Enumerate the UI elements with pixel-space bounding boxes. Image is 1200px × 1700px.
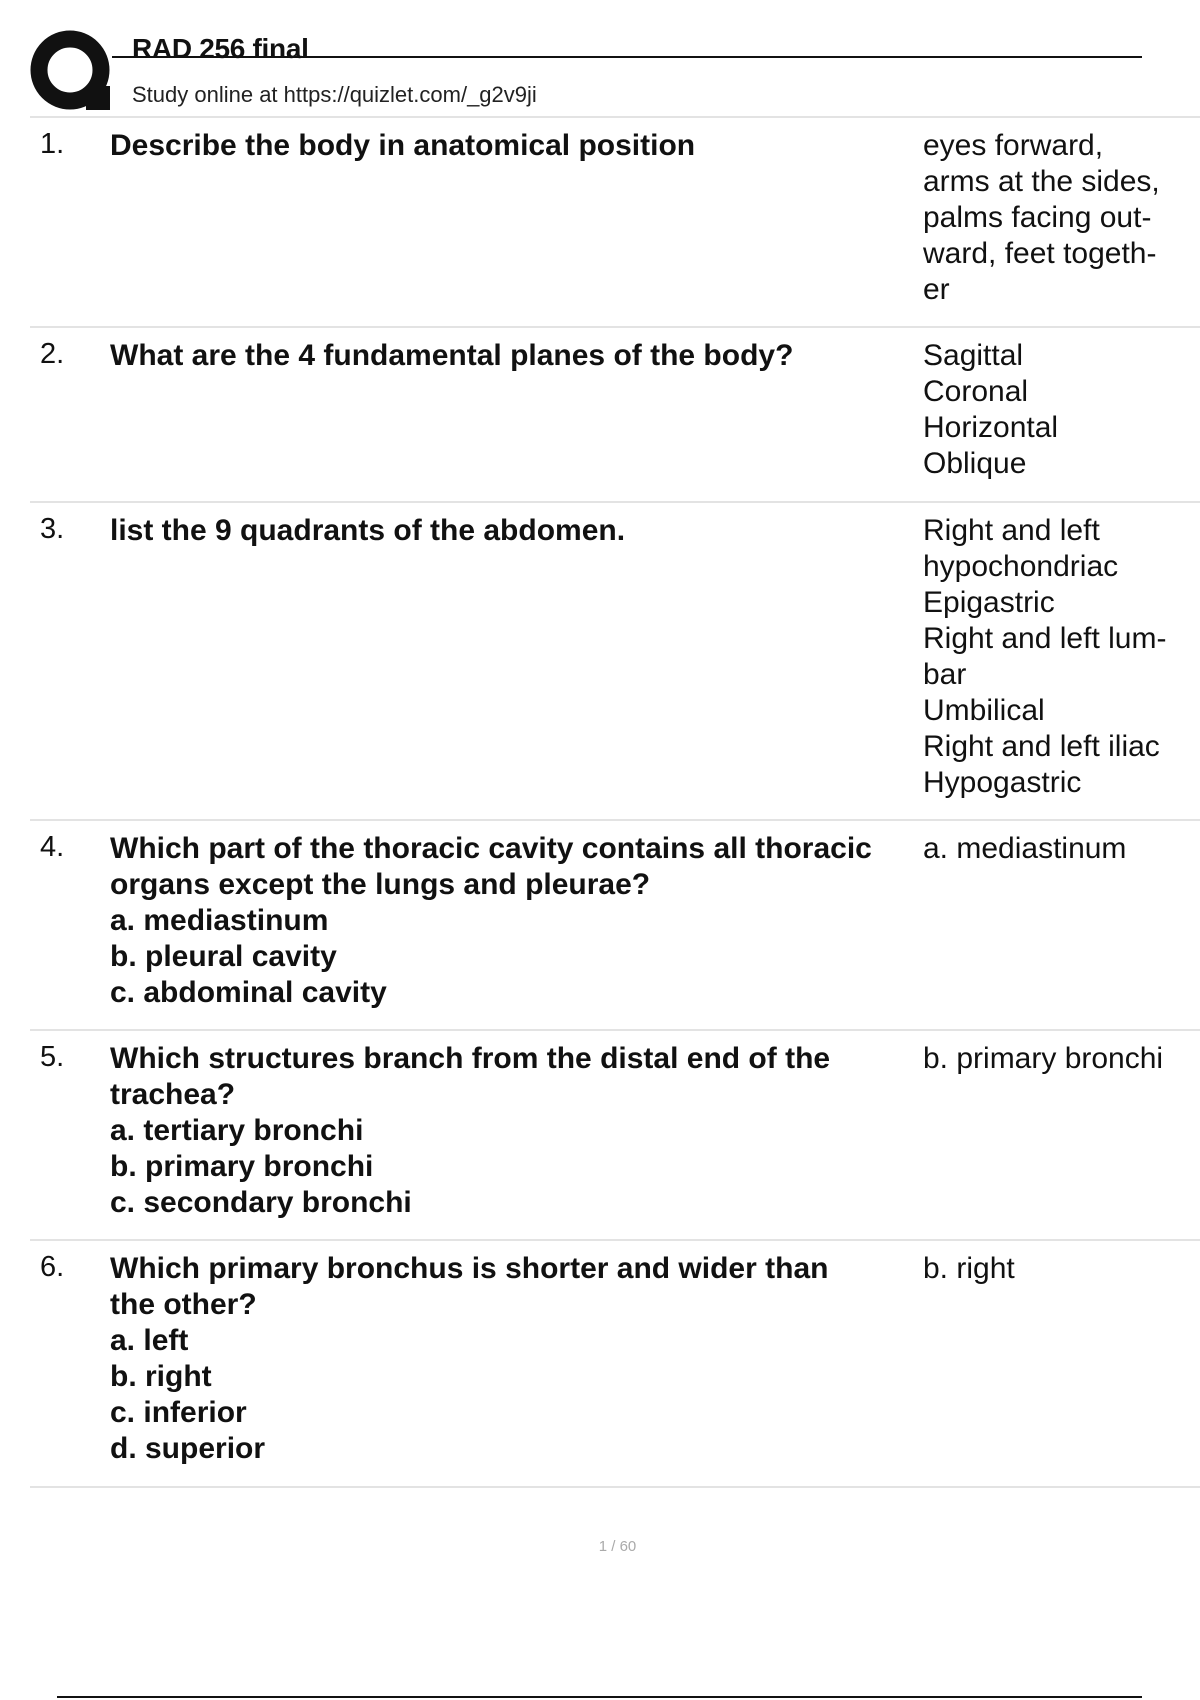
card-term: Describe the body in anatomical position xyxy=(110,129,696,162)
card-number: 2. xyxy=(40,338,65,370)
flashcard-row xyxy=(30,1031,1200,1241)
card-number: 5. xyxy=(40,1041,65,1073)
card-term: Which part of the thoracic cavity contains all thoracic organs except the lungs and pleurae? a. mediastinum b. pleural cavity c. abdominal cavity xyxy=(110,832,872,1009)
flashcard-row xyxy=(30,1241,1200,1488)
page-indicator: 1 / 60 xyxy=(598,1538,637,1555)
card-term: Which structures branch from the distal end of the trachea? a. tertiary bronchi b. primary bronchi c. secondary bronchi xyxy=(110,1042,831,1219)
card-number: 3. xyxy=(40,513,65,545)
card-number: 4. xyxy=(40,831,65,863)
flashcard-list xyxy=(30,118,1200,1488)
study-online-link: Study online at https://quizlet.com/_g2v9ji xyxy=(132,82,537,107)
document-title: RAD 256 final xyxy=(132,33,309,64)
card-definition: eyes forward, arms at the sides, palms facing out- ward, feet togeth- er xyxy=(923,129,1160,306)
card-term: list the 9 quadrants of the abdomen. xyxy=(110,514,626,547)
card-definition: a. mediastinum xyxy=(923,832,1127,865)
card-number: 1. xyxy=(40,128,65,160)
flashcard-row xyxy=(30,118,1200,328)
quizlet-logo-icon xyxy=(30,30,112,112)
card-definition: Right and left hypochondriac Epigastric Right and left lum- bar Umbilical Right and left iliac Hypogastric xyxy=(923,514,1167,799)
footer-rule xyxy=(57,1696,1142,1698)
document-header xyxy=(0,0,1200,118)
card-term: What are the 4 fundamental planes of the body? xyxy=(110,339,794,372)
flashcard-row xyxy=(30,821,1200,1031)
flashcard-row xyxy=(30,328,1200,503)
card-term: Which primary bronchus is shorter and wider than the other? a. left b. right c. inferior d. superior xyxy=(110,1252,829,1465)
card-definition: Sagittal Coronal Horizontal Oblique xyxy=(923,339,1059,480)
card-definition: b. right xyxy=(923,1252,1015,1285)
flashcard-row xyxy=(30,503,1200,821)
card-definition: b. primary bronchi xyxy=(923,1042,1164,1075)
card-number: 6. xyxy=(40,1251,65,1283)
